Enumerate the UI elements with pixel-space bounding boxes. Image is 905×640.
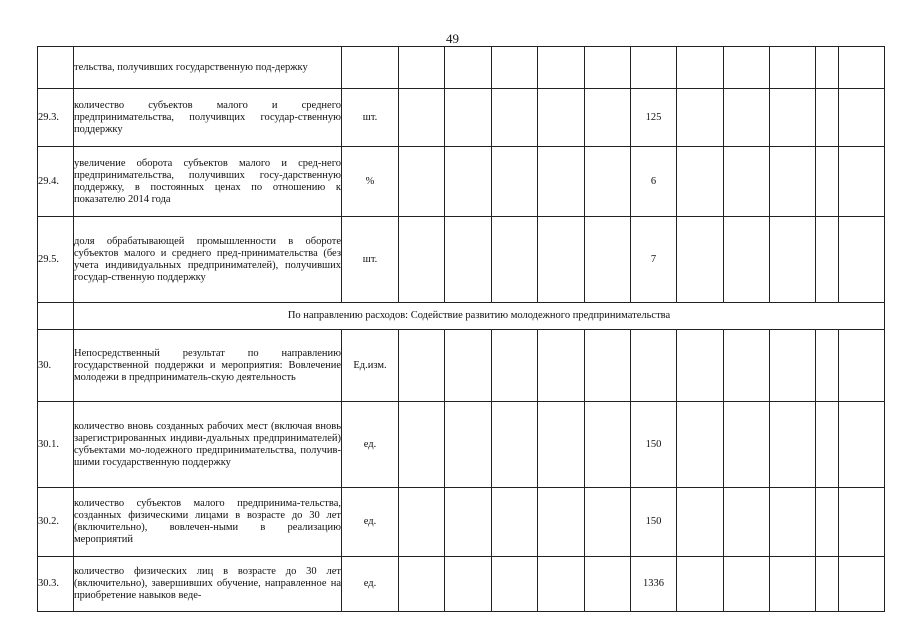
empty-cell bbox=[585, 557, 631, 612]
empty-cell bbox=[492, 147, 538, 217]
row-number: 29.3. bbox=[38, 89, 74, 147]
empty-cell bbox=[492, 557, 538, 612]
empty-cell bbox=[724, 89, 770, 147]
empty-cell bbox=[445, 330, 492, 402]
empty-cell bbox=[816, 402, 839, 488]
empty-cell bbox=[724, 217, 770, 303]
empty-cell bbox=[445, 402, 492, 488]
empty-cell bbox=[677, 47, 724, 89]
row-number: 30. bbox=[38, 330, 74, 402]
value-cell bbox=[631, 330, 677, 402]
empty-cell bbox=[399, 89, 445, 147]
empty-cell bbox=[585, 89, 631, 147]
empty-cell bbox=[724, 402, 770, 488]
empty-cell bbox=[585, 47, 631, 89]
empty-cell bbox=[585, 217, 631, 303]
empty-cell bbox=[399, 47, 445, 89]
empty-cell bbox=[770, 89, 816, 147]
empty-cell bbox=[839, 147, 885, 217]
empty-cell bbox=[538, 47, 585, 89]
empty-cell bbox=[492, 488, 538, 557]
empty-cell bbox=[677, 147, 724, 217]
empty-cell bbox=[816, 488, 839, 557]
empty-cell bbox=[677, 217, 724, 303]
value-cell bbox=[631, 47, 677, 89]
empty-cell bbox=[816, 147, 839, 217]
empty-cell bbox=[38, 303, 74, 330]
empty-cell bbox=[770, 47, 816, 89]
unit-cell: шт. bbox=[342, 89, 399, 147]
empty-cell bbox=[816, 330, 839, 402]
row-number: 29.5. bbox=[38, 217, 74, 303]
empty-cell bbox=[445, 89, 492, 147]
table-row bbox=[38, 217, 885, 303]
empty-cell bbox=[677, 557, 724, 612]
empty-cell bbox=[538, 147, 585, 217]
indicator-description: количество физических лиц в возрасте до 30 лет (включительно), завершивших обучение, направленное на приобретение навыков веде- bbox=[74, 557, 342, 612]
empty-cell bbox=[677, 402, 724, 488]
empty-cell bbox=[538, 557, 585, 612]
empty-cell bbox=[492, 217, 538, 303]
empty-cell bbox=[677, 89, 724, 147]
unit-cell: ед. bbox=[342, 557, 399, 612]
empty-cell bbox=[770, 330, 816, 402]
empty-cell bbox=[492, 89, 538, 147]
table-row bbox=[38, 147, 885, 217]
empty-cell bbox=[492, 330, 538, 402]
empty-cell bbox=[724, 147, 770, 217]
empty-cell bbox=[724, 330, 770, 402]
empty-cell bbox=[445, 147, 492, 217]
table-row bbox=[38, 557, 885, 612]
value-cell: 125 bbox=[631, 89, 677, 147]
value-cell: 6 bbox=[631, 147, 677, 217]
indicator-description: увеличение оборота субъектов малого и сред-него предпринимательства, получивших госу-дарственную поддержку, в постоянных ценах по отношению к показателю 2014 года bbox=[74, 147, 342, 217]
empty-cell bbox=[492, 47, 538, 89]
empty-cell bbox=[399, 330, 445, 402]
value-cell: 150 bbox=[631, 402, 677, 488]
unit-cell: ед. bbox=[342, 488, 399, 557]
empty-cell bbox=[399, 147, 445, 217]
table-row bbox=[38, 89, 885, 147]
empty-cell bbox=[839, 89, 885, 147]
empty-cell bbox=[585, 147, 631, 217]
empty-cell bbox=[399, 402, 445, 488]
empty-cell bbox=[816, 217, 839, 303]
empty-cell bbox=[585, 330, 631, 402]
empty-cell bbox=[492, 402, 538, 488]
unit-cell: Ед.изм. bbox=[342, 330, 399, 402]
row-number: 30.2. bbox=[38, 488, 74, 557]
empty-cell bbox=[770, 402, 816, 488]
empty-cell bbox=[770, 557, 816, 612]
row-number: 30.1. bbox=[38, 402, 74, 488]
empty-cell bbox=[839, 402, 885, 488]
empty-cell bbox=[839, 47, 885, 89]
empty-cell bbox=[724, 488, 770, 557]
empty-cell bbox=[445, 217, 492, 303]
table-row bbox=[38, 402, 885, 488]
indicators-table bbox=[37, 46, 885, 612]
empty-cell bbox=[770, 217, 816, 303]
empty-cell bbox=[585, 488, 631, 557]
empty-cell bbox=[399, 557, 445, 612]
empty-cell bbox=[816, 557, 839, 612]
empty-cell bbox=[724, 557, 770, 612]
empty-cell bbox=[585, 402, 631, 488]
empty-cell bbox=[839, 488, 885, 557]
unit-cell: ед. bbox=[342, 402, 399, 488]
value-cell: 1336 bbox=[631, 557, 677, 612]
empty-cell bbox=[538, 330, 585, 402]
empty-cell bbox=[770, 147, 816, 217]
table-row bbox=[38, 488, 885, 557]
section-header-row bbox=[38, 303, 885, 330]
value-cell: 150 bbox=[631, 488, 677, 557]
row-number: 29.4. bbox=[38, 147, 74, 217]
empty-cell bbox=[816, 47, 839, 89]
unit-cell: % bbox=[342, 147, 399, 217]
empty-cell bbox=[839, 330, 885, 402]
value-cell: 7 bbox=[631, 217, 677, 303]
empty-cell bbox=[445, 488, 492, 557]
unit-cell: шт. bbox=[342, 217, 399, 303]
empty-cell bbox=[445, 47, 492, 89]
row-number: 30.3. bbox=[38, 557, 74, 612]
empty-cell bbox=[770, 488, 816, 557]
empty-cell bbox=[724, 47, 770, 89]
indicator-description: количество субъектов малого и среднего предпринимательства, получивщих государ-ственную поддержку bbox=[74, 89, 342, 147]
empty-cell bbox=[538, 488, 585, 557]
empty-cell bbox=[839, 557, 885, 612]
empty-cell bbox=[677, 488, 724, 557]
empty-cell bbox=[538, 402, 585, 488]
row-number bbox=[38, 47, 74, 89]
section-title: По направлению расходов: Содействие развитию молодежного предпринимательства bbox=[74, 303, 885, 330]
indicator-description: доля обрабатывающей промышленности в обороте субъектов малого и среднего пред-принимательства (без учета индивидуальных предпринимателей), получивших государ-ственную поддержку bbox=[74, 217, 342, 303]
indicator-description: количество субъектов малого предпринима-тельства, созданных физическими лицами в возрасте до 30 лет (включительно), вовлечен-ными в реализацию мероприятий bbox=[74, 488, 342, 557]
empty-cell bbox=[839, 217, 885, 303]
empty-cell bbox=[677, 330, 724, 402]
empty-cell bbox=[538, 217, 585, 303]
empty-cell bbox=[538, 89, 585, 147]
indicator-description: тельства, получивших государственную под-держку bbox=[74, 47, 342, 89]
empty-cell bbox=[399, 217, 445, 303]
table-row bbox=[38, 330, 885, 402]
empty-cell bbox=[445, 557, 492, 612]
empty-cell bbox=[816, 89, 839, 147]
indicator-description: количество вновь созданных рабочих мест (включая вновь зарегистрированных индиви-дуальных предпринимателей) субъектами мо-лодежного предпринимательства, получив-шими государственную поддержку bbox=[74, 402, 342, 488]
table-row bbox=[38, 47, 885, 89]
indicator-description: Непосредственный результат по направлению государственной поддержки и мероприятия: Вовлечение молодежи в предприниматель-скую деятельность bbox=[74, 330, 342, 402]
empty-cell bbox=[399, 488, 445, 557]
page-number: 49 bbox=[446, 31, 459, 46]
unit-cell bbox=[342, 47, 399, 89]
